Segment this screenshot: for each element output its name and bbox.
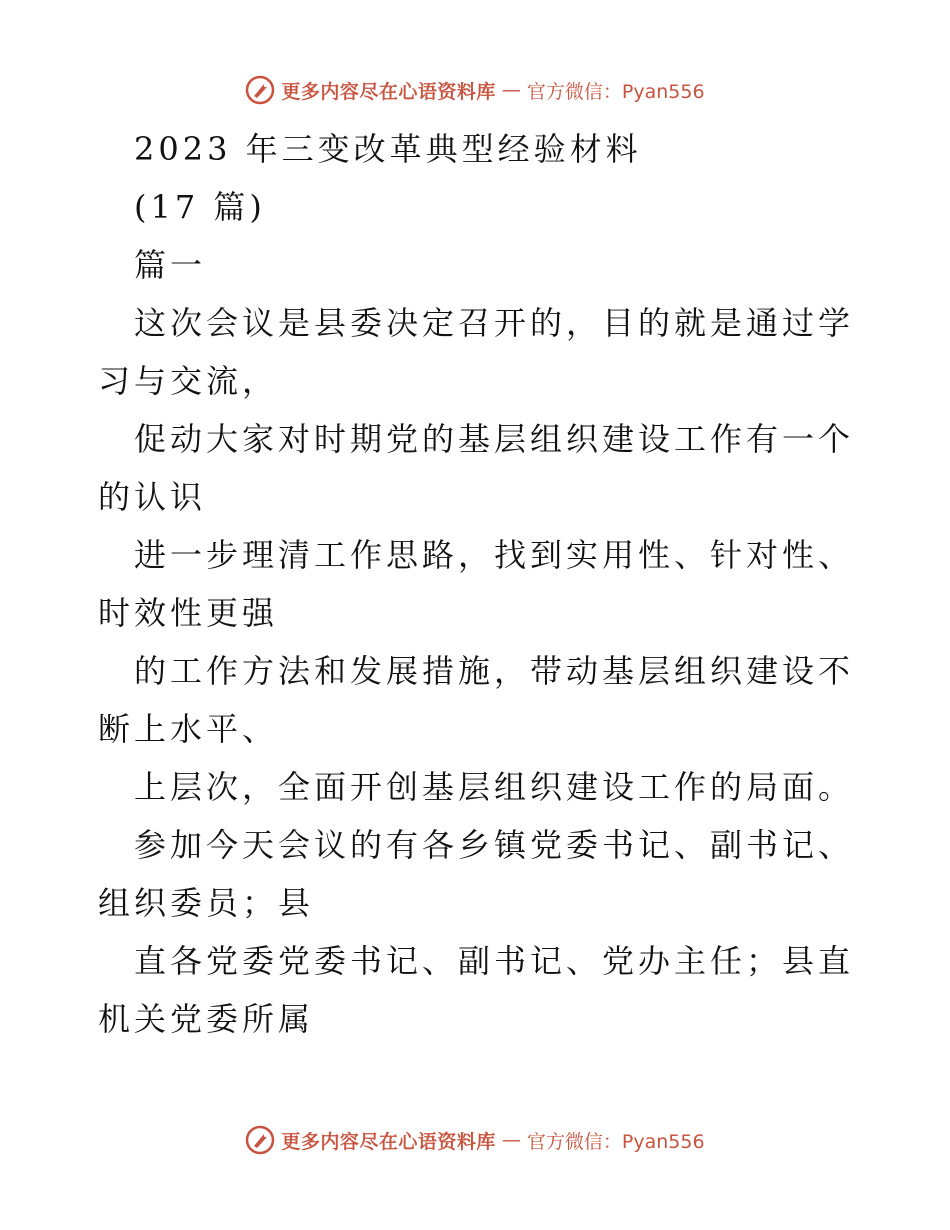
pen-nib-logo-icon xyxy=(245,1125,275,1155)
paragraph: 这次会议是县委决定召开的，目的就是通过学习与交流， xyxy=(98,304,855,400)
document-subtitle: (17 篇) xyxy=(134,188,266,226)
section-heading: 篇一 xyxy=(134,246,207,284)
watermark-wechat-text: 官方微信：Pyan556 xyxy=(526,80,705,103)
footer-watermark xyxy=(0,1120,950,1160)
watermark-separator: — xyxy=(501,79,521,101)
document-title: 2023 年三变改革典型经验材料 xyxy=(134,130,642,168)
paragraph: 上层次，全面开创基层组织建设工作的局面。 xyxy=(134,768,855,806)
document-body xyxy=(98,120,858,1048)
header-watermark xyxy=(0,70,950,110)
paragraph: 促动大家对时期党的基层组织建设工作有一个的认识 xyxy=(98,420,855,516)
watermark-brand-text: 更多内容尽在心语资料库 xyxy=(281,1130,496,1153)
watermark-separator: — xyxy=(501,1129,521,1151)
paragraph: 直各党委党委书记、副书记、党办主任；县直机关党委所属 xyxy=(98,942,855,1038)
watermark-wechat-text: 官方微信：Pyan556 xyxy=(526,1130,705,1153)
pen-nib-logo-icon xyxy=(245,75,275,105)
paragraph: 参加今天会议的有各乡镇党委书记、副书记、组织委员；县 xyxy=(98,826,855,922)
paragraph: 进一步理清工作思路，找到实用性、针对性、时效性更强 xyxy=(98,536,855,632)
watermark-brand-text: 更多内容尽在心语资料库 xyxy=(281,80,496,103)
paragraph: 的工作方法和发展措施，带动基层组织建设不断上水平、 xyxy=(98,652,855,748)
